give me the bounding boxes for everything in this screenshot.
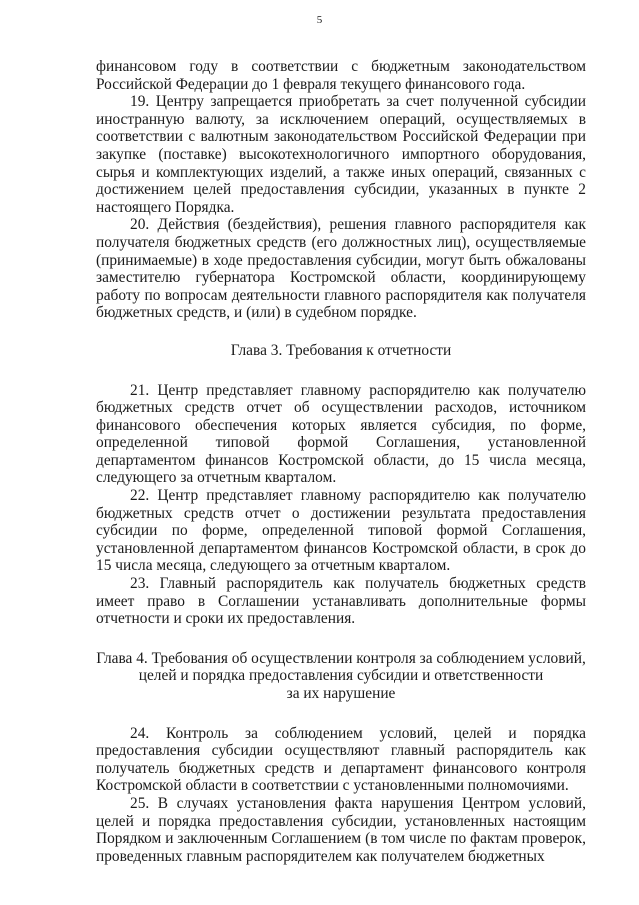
paragraph-20: 20. Действия (бездействия), решения главного распорядителя как получателя бюджетных средств (его должностных лиц), осуществляемые (принимаемые) в ходе предоставления субсидии, могут быть обжалованы заместителю губернатора Костромской области, координирующему работу по вопросам деятельности главного распорядителя как получателя бюджетных средств, и (или) в судебном порядке.: [96, 216, 586, 322]
paragraph-23: 23. Главный распорядитель как получатель бюджетных средств имеет право в Соглашении устанавливать дополнительные формы отчетности и сроки их предоставления.: [96, 575, 586, 628]
paragraph-24: 24. Контроль за соблюдением условий, целей и порядка предоставления субсидии осуществляют главный распорядитель как получатель бюджетных средств и департамент финансового контроля Костромской области в соответствии с установленными полномочиями.: [96, 724, 586, 795]
chapter-4-heading-line-3: за их нарушение: [286, 685, 396, 702]
paragraph-21: 21. Центр представляет главному распорядителю как получателю бюджетных средств отчет об осуществлении расходов, источником финансового обеспечения которых является субсидия, по форме, определенной типовой формой Соглашения, установленной департаментом финансов Костромской области, до 15 числа месяца, следующего за отчетным кварталом.: [96, 381, 586, 487]
chapter-4-heading-line-1: Глава 4. Требования об осуществлении контроля за соблюдением условий,: [96, 649, 586, 667]
page-number: 5: [316, 14, 323, 26]
paragraph-19: 19. Центру запрещается приобретать за счет полученной субсидии иностранную валюту, за исключением операций, осуществляемых в соответствии с валютным законодательством Российской Федерации при закупке (поставке) высокотехнологичного импортного оборудования, сырья и комплектующих изделий, а также иных операций, связанных с достижением целей предоставления субсидии, указанных в пункте 2 настоящего Порядка.: [96, 93, 586, 216]
document-body: [96, 58, 586, 865]
paragraph-22: 22. Центр представляет главному распорядителю как получателю бюджетных средств отчет о достижении результата предоставления субсидии по форме, определенной типовой формой Соглашения, установленной департаментом финансов Костромской области, в срок до 15 числа месяца, следующего за отчетным кварталом.: [96, 487, 586, 575]
paragraph-continuation: финансовом году в соответствии с бюджетным законодательством Российской Федерации до 1 февраля текущего финансового года.: [96, 58, 586, 93]
chapter-4-heading: [96, 650, 586, 703]
paragraph-25: 25. В случаях установления факта нарушения Центром условий, целей и порядка предоставления субсидии, установленных настоящим Порядком и заключенным Соглашением (в том числе по фактам проверок, проведенных главным распорядителем как получателем бюджетных: [96, 794, 586, 865]
chapter-3-heading: Глава 3. Требования к отчетности: [230, 341, 452, 359]
chapter-4-heading-line-2: целей и порядка предоставления субсидии и ответственности: [138, 667, 544, 685]
